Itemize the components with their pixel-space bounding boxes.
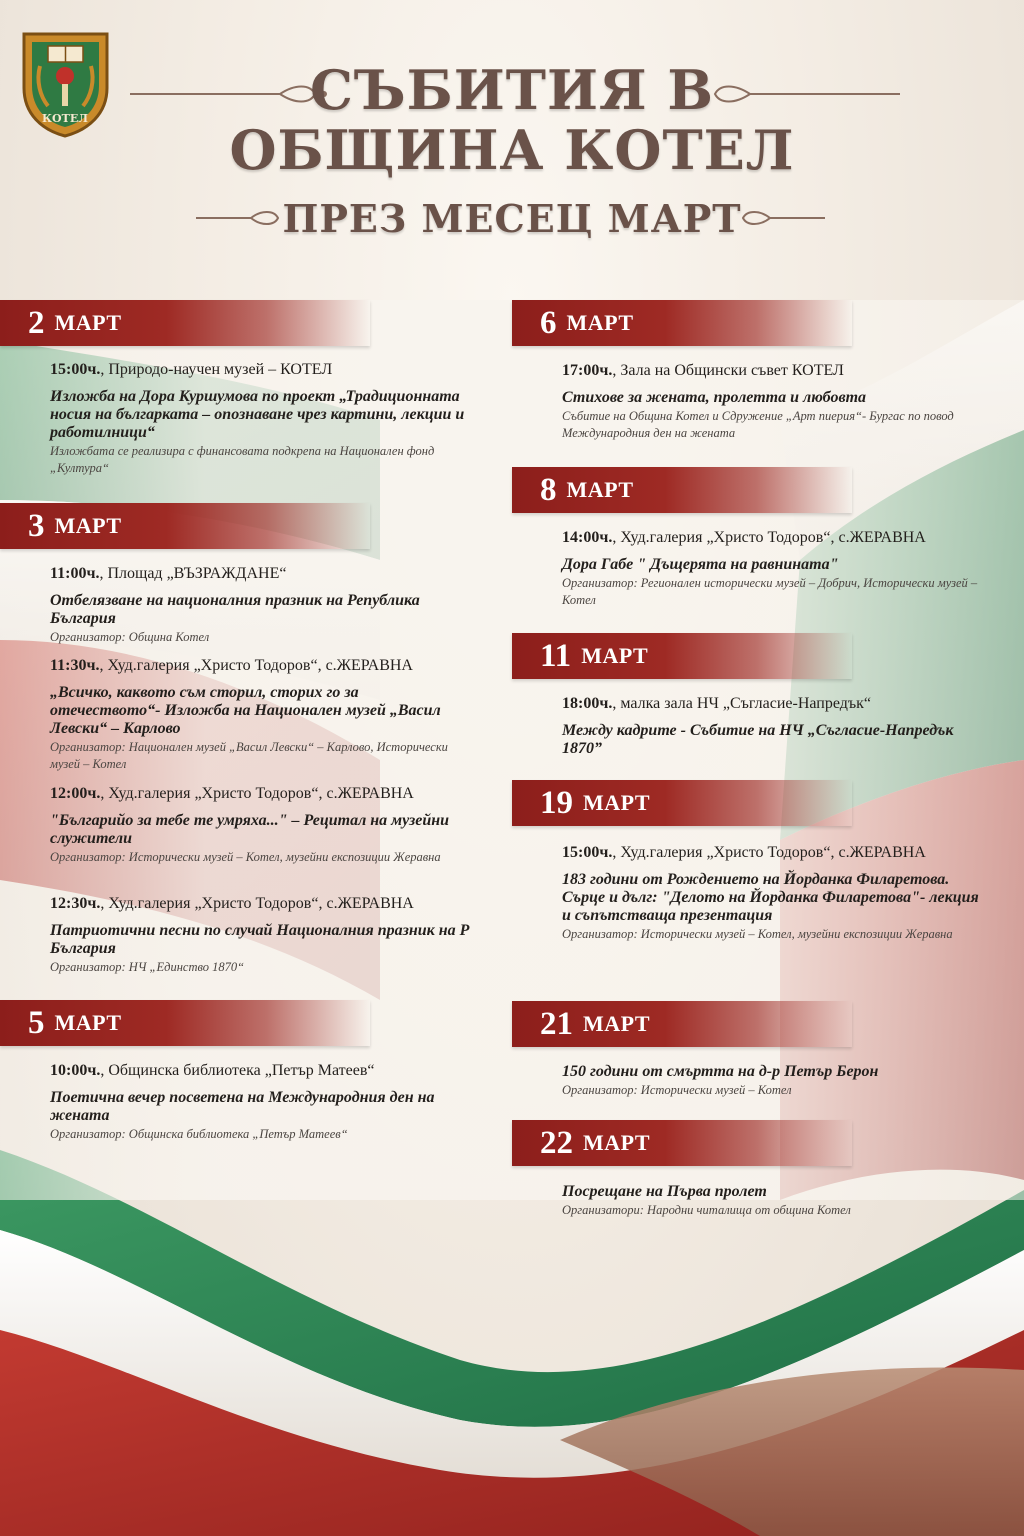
event-time-place <box>50 894 470 914</box>
day-number: 8 <box>540 471 557 508</box>
event-time: 15:00ч. <box>562 844 613 861</box>
event-time-place <box>562 694 982 714</box>
day-header-2 <box>0 300 370 346</box>
event-item <box>562 361 982 442</box>
event-item <box>562 843 982 943</box>
day-number: 3 <box>28 507 45 544</box>
event-time: 14:00ч. <box>562 529 613 546</box>
event-title: 150 години от смъртта на д-р Петър Берон <box>562 1063 879 1080</box>
event-time: 11:30ч. <box>50 657 100 674</box>
event-time-place <box>50 656 470 676</box>
event-item <box>562 1063 982 1099</box>
event-time: 18:00ч. <box>562 695 613 712</box>
day-header-22 <box>512 1120 852 1166</box>
day-number: 6 <box>540 304 557 341</box>
day-header-21 <box>512 1001 852 1047</box>
event-title: "Българийо за тебе те умряха..." – Рецитал на музейни служители <box>50 812 450 847</box>
event-place: , Площад „ВЪЗРАЖДАНЕ“ <box>99 565 287 582</box>
event-title: Патриотични песни по случай Националния празник на Р България <box>50 922 470 957</box>
event-place: , Зала на Общински съвет КОТЕЛ <box>612 362 844 379</box>
title-line-2: ОБЩИНА КОТЕЛ <box>229 118 795 182</box>
event-place: , Худ.галерия „Христо Тодоров“, с.ЖЕРАВНА <box>100 895 414 912</box>
day-number: 5 <box>28 1004 45 1041</box>
event-title: Между кадрите - Събитие на НЧ „Съгласие-Напредък 1870” <box>562 722 954 757</box>
day-month: МАРТ <box>54 1010 122 1035</box>
event-time-place <box>50 784 470 804</box>
event-time: 12:30ч. <box>50 895 101 912</box>
event-time-place <box>562 361 982 381</box>
day-month: МАРТ <box>583 790 651 815</box>
event-time: 10:00ч. <box>50 1062 101 1079</box>
day-number: 11 <box>540 637 572 674</box>
event-place: , Природо-научен музей – КОТЕЛ <box>100 361 333 378</box>
event-place: , Худ.галерия „Христо Тодоров“, с.ЖЕРАВНА <box>100 785 414 802</box>
event-place: , малка зала НЧ „Съгласие-Напредък“ <box>612 695 871 712</box>
event-title: Отбелязване на националния празник на Република България <box>50 592 420 627</box>
event-title: Посрещане на Първа пролет <box>562 1183 767 1200</box>
event-item <box>50 784 470 866</box>
day-number: 19 <box>540 784 573 821</box>
day-header-19 <box>512 780 852 826</box>
day-header-5 <box>0 1000 370 1046</box>
title-line-1: СЪБИТИЯ В <box>309 58 715 122</box>
day-month: МАРТ <box>566 477 634 502</box>
event-time: 17:00ч. <box>562 362 613 379</box>
day-month: МАРТ <box>581 643 649 668</box>
event-organizer: Изложбата се реализира с финансовата подкрепа на Национален фонд „Култура“ <box>50 444 435 475</box>
event-place: , Общинска библиотека „Петър Матеев“ <box>100 1062 375 1079</box>
event-title: Стихове за жената, пролетта и любовта <box>562 389 867 406</box>
event-time-place <box>562 843 982 863</box>
day-month: МАРТ <box>566 310 634 335</box>
day-header-11 <box>512 633 852 679</box>
day-header-3 <box>0 503 370 549</box>
event-organizer: Организатор: НЧ „Единство 1870“ <box>50 960 245 974</box>
event-time-place <box>50 564 470 584</box>
event-title: 183 години от Рождението на Йорданка Филаретова. Сърце и дълг: "Делото на Йорданка Филаретова"- лекция и съпътстваща презентация <box>562 871 979 924</box>
event-time-place <box>50 1061 470 1081</box>
event-organizer: Организатор: Община Котел <box>50 630 210 644</box>
event-place: , Худ.галерия „Христо Тодоров“, с.ЖЕРАВНА <box>99 657 413 674</box>
event-organizer: Организатор: Исторически музей – Котел <box>562 1083 792 1097</box>
event-organizer: Организатор: Исторически музей – Котел, музейни експозиции Жеравна <box>50 850 441 864</box>
event-item <box>562 528 982 609</box>
event-title: Поетична вечер посветена на Международния ден на жената <box>50 1089 435 1124</box>
day-number: 21 <box>540 1005 573 1042</box>
event-organizer: Организатор: Национален музей „Васил Левски“ – Карлово, Исторически музей – Котел <box>50 740 448 771</box>
event-item <box>50 656 470 773</box>
event-time-place <box>50 360 470 380</box>
logo-text: КОТЕЛ <box>42 112 88 125</box>
event-item <box>50 1061 470 1143</box>
event-title: „Всичко, каквото съм сторил, сторих го за отечеството“- Изложба на Национален музей „Васил Левски“ – Карлово <box>50 684 441 737</box>
event-place: , Худ.галерия „Христо Тодоров“, с.ЖЕРАВНА <box>612 844 926 861</box>
event-time: 15:00ч. <box>50 361 101 378</box>
event-organizer: Организатори: Народни читалища от община Котел <box>562 1203 851 1217</box>
day-month: МАРТ <box>54 513 122 538</box>
day-month: МАРТ <box>583 1130 651 1155</box>
event-organizer: Организатор: Исторически музей – Котел, музейни експозиции Жеравна <box>562 927 953 941</box>
event-item <box>50 564 470 646</box>
event-time: 12:00ч. <box>50 785 101 802</box>
event-organizer: Събитие на Община Котел и Сдружение „Арт пиерия“- Бургас по повод Международния ден на жената <box>562 409 954 440</box>
event-organizer: Организатор: Общинска библиотека „Петър Матеев“ <box>50 1127 348 1141</box>
event-item <box>50 894 470 976</box>
day-number: 22 <box>540 1124 573 1161</box>
day-month: МАРТ <box>54 310 122 335</box>
event-place: , Худ.галерия „Христо Тодоров“, с.ЖЕРАВНА <box>612 529 926 546</box>
event-item <box>562 694 982 758</box>
event-time-place <box>562 528 982 548</box>
day-number: 2 <box>28 304 45 341</box>
event-organizer: Организатор: Регионален исторически музей – Добрич, Исторически музей – Котел <box>562 576 978 607</box>
day-month: МАРТ <box>583 1011 651 1036</box>
event-item <box>562 1183 982 1219</box>
day-header-6 <box>512 300 852 346</box>
event-time: 11:00ч. <box>50 565 100 582</box>
title-line-3: ПРЕЗ МЕСЕЦ МАРТ <box>282 196 742 241</box>
event-item <box>50 360 470 477</box>
event-title: Изложба на Дора Куршумова по проект „Традиционната носия на българката – опознаване чрез картини, лекции и работилници“ <box>50 388 465 441</box>
event-title: Дора Габе " Дъщерята на равнината" <box>562 556 839 573</box>
day-header-8 <box>512 467 852 513</box>
